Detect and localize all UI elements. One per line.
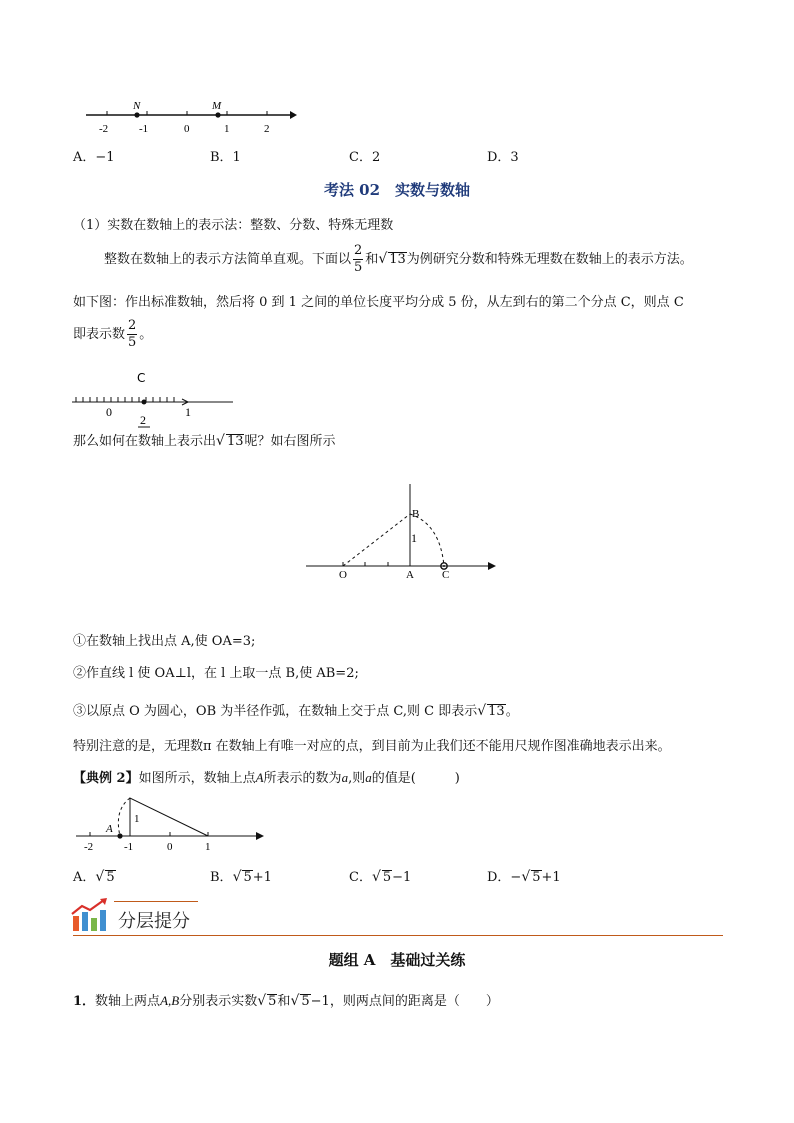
example2-point-a (117, 833, 122, 838)
example2-figure (74, 794, 270, 854)
example2-triangle (130, 798, 208, 836)
example2-option-c: C．√ 5−1 (349, 869, 412, 885)
q1-option-a: A．−1 (73, 150, 115, 165)
layer-title-overline (114, 901, 198, 902)
fig-fraction-label-frac: 2 (140, 413, 146, 427)
example2-option-d: D．−√ 5+1 (487, 869, 561, 885)
sqrt-symbol: √ (378, 251, 388, 267)
sqrt13-label-a: A (406, 569, 414, 581)
example2-tick-label: -2 (84, 841, 94, 853)
q1-point-m (215, 112, 220, 117)
note-pi: 特别注意的是，无理数π 在数轴上有唯一对应的点，到目前为止我们还不能用尺规作图准确地表示出来。 (73, 739, 671, 754)
sqrt13-label-b: B (412, 508, 420, 520)
example2-arc (118, 798, 130, 836)
example2-tick-label: 0 (167, 841, 173, 853)
fig-fraction-label-one: 1 (185, 405, 191, 419)
q1-tick-label: 1 (224, 123, 230, 135)
paragraph-5: 那么如何在数轴上表示出√ 13呢？如右图所示 (73, 433, 336, 449)
example2-tick-label: 1 (205, 841, 211, 853)
paragraph-2: 整数在数轴上的表示方法简单直观。下面以 $\frac{2}{5}$ 和√ 13为例研究分数和特殊无理数在数轴上的表示方法。 (104, 243, 693, 275)
q1-tick-label: 0 (184, 123, 190, 135)
sqrt-symbol: √ (477, 703, 487, 719)
sqrt13-label-one: 1 (411, 531, 417, 545)
q1-option-d: D．3 (487, 150, 519, 165)
fraction-number-line-figure (70, 366, 240, 432)
sqrt13-label-o: O (339, 569, 347, 581)
q1-number-line-figure (80, 96, 300, 140)
sqrt13-construction-figure (300, 484, 500, 584)
q1-option-b: B．1 (210, 150, 241, 165)
sqrt13-label-c: C (442, 569, 450, 581)
q1-label-m: M (212, 100, 222, 112)
q1-tick-label: -2 (99, 123, 109, 135)
example2-tick-label: -1 (124, 841, 134, 853)
example2-label-one: 1 (134, 813, 140, 825)
q1-tick-label: 2 (264, 123, 270, 135)
fig-fraction-point-c (142, 400, 147, 405)
layer-title: 分层提分 (118, 911, 190, 932)
paragraph-3: 如下图：作出标准数轴，然后将 0 到 1 之间的单位长度平均分成 5 份，从左到右的第二个分点 C，则点 C (73, 295, 684, 310)
fraction-two-fifths: $\frac{2}{5}$ (354, 243, 363, 275)
sqrt-symbol: √ (216, 433, 225, 449)
fraction-two-fifths: $\frac{2}{5}$ (128, 318, 137, 350)
q1-point-n (134, 112, 139, 117)
q1-tick-label: -1 (139, 123, 149, 135)
layer-rule (73, 935, 723, 936)
step-1: ①在数轴上找出点 A,使 OA=3; (73, 634, 256, 649)
section-title: 考法 02 实数与数轴 (323, 181, 471, 199)
step-3: ③以原点 O 为圆心，OB 为半径作弧，在数轴上交于点 C,则 C 即表示√ 13。 (73, 703, 519, 719)
q1-label-n: N (133, 100, 141, 112)
fig-fraction-label-c: C (137, 371, 146, 385)
example2-stem: 【典例 2】如图所示，数轴上点A所表示的数为a,则a的值是( ) (73, 770, 460, 786)
question-1: 1．数轴上两点A,B分别表示实数√ 5和√ 5−1，则两点间的距离是（ ） (73, 993, 499, 1009)
chart-growth-icon (70, 898, 110, 934)
fig-fraction-label-zero: 0 (106, 405, 112, 419)
step-2: ②作直线 l 使 OA⊥l，在 l 上取一点 B,使 AB=2; (73, 666, 359, 681)
paragraph-1: （1）实数在数轴上的表示法：整数、分数、特殊无理数 (73, 218, 394, 233)
example2-option-a: A．√ 5 (73, 869, 115, 885)
example2-option-b: B．√ 5+1 (210, 869, 272, 885)
group-a-title: 题组 A 基础过关练 (328, 951, 466, 969)
sqrt13-ob-segment (343, 514, 410, 566)
q1-axis-arrow (290, 111, 297, 119)
example2-label-a: A (106, 823, 113, 835)
example2-label: 【典例 2】 (73, 771, 139, 786)
paragraph-4: 即表示数 $\frac{2}{5}$ 。 (73, 318, 153, 350)
q1-option-c: C．2 (349, 150, 381, 165)
